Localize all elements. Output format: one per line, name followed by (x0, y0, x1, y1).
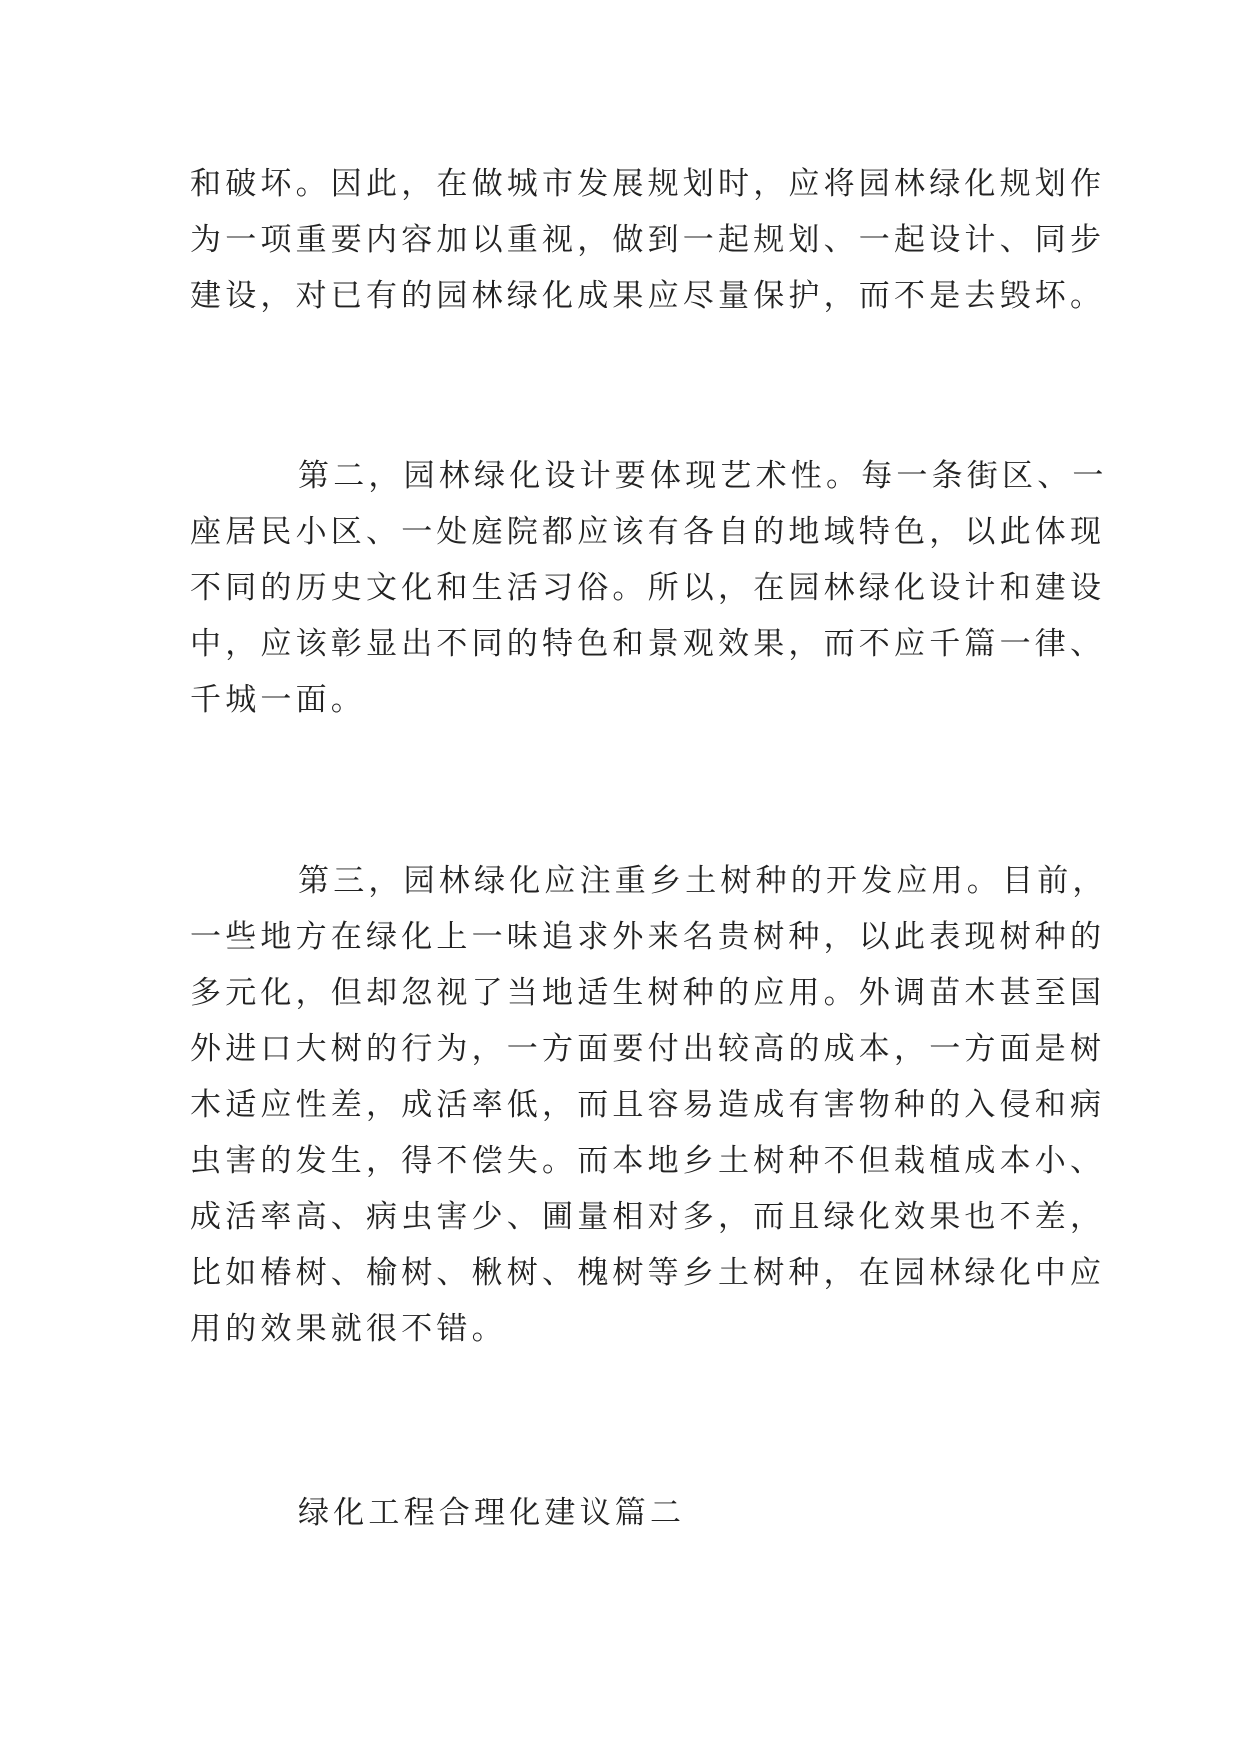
paragraph-line: 一些地方在绿化上一味追求外来名贵树种，以此表现树种的 (190, 919, 1106, 955)
paragraph-line: 千城一面。 (190, 682, 366, 718)
paragraph-line: 座居民小区、一处庭院都应该有各自的地域特色，以此体现 (190, 514, 1106, 550)
section-heading: 绿化工程合理化建议篇二 (298, 1495, 686, 1531)
paragraph-line: 比如椿树、榆树、楸树、槐树等乡土树种，在园林绿化中应 (190, 1255, 1106, 1291)
paragraph-line: 多元化，但却忽视了当地适生树种的应用。外调苗木甚至国 (190, 975, 1106, 1011)
paragraph-line: 第三，园林绿化应注重乡土树种的开发应用。目前， (298, 863, 1108, 899)
paragraph-line: 和破坏。因此，在做城市发展规划时，应将园林绿化规划作 (190, 166, 1106, 202)
paragraph-line: 建设，对已有的园林绿化成果应尽量保护，而不是去毁坏。 (190, 278, 1106, 314)
paragraph-line: 中，应该彰显出不同的特色和景观效果，而不应千篇一律、 (190, 626, 1106, 662)
paragraph-line: 不同的历史文化和生活习俗。所以，在园林绿化设计和建设 (190, 570, 1106, 606)
paragraph-line: 为一项重要内容加以重视，做到一起规划、一起设计、同步 (190, 222, 1106, 258)
paragraph-line: 木适应性差，成活率低，而且容易造成有害物种的入侵和病 (190, 1087, 1106, 1123)
paragraph-line: 成活率高、病虫害少、圃量相对多，而且绿化效果也不差， (190, 1199, 1106, 1235)
paragraph-line: 第二，园林绿化设计要体现艺术性。每一条街区、一 (298, 458, 1108, 494)
paragraph-line: 虫害的发生，得不偿失。而本地乡土树种不但栽植成本小、 (190, 1143, 1106, 1179)
paragraph-line: 外进口大树的行为，一方面要付出较高的成本，一方面是树 (190, 1031, 1106, 1067)
paragraph-line: 用的效果就很不错。 (190, 1311, 507, 1347)
